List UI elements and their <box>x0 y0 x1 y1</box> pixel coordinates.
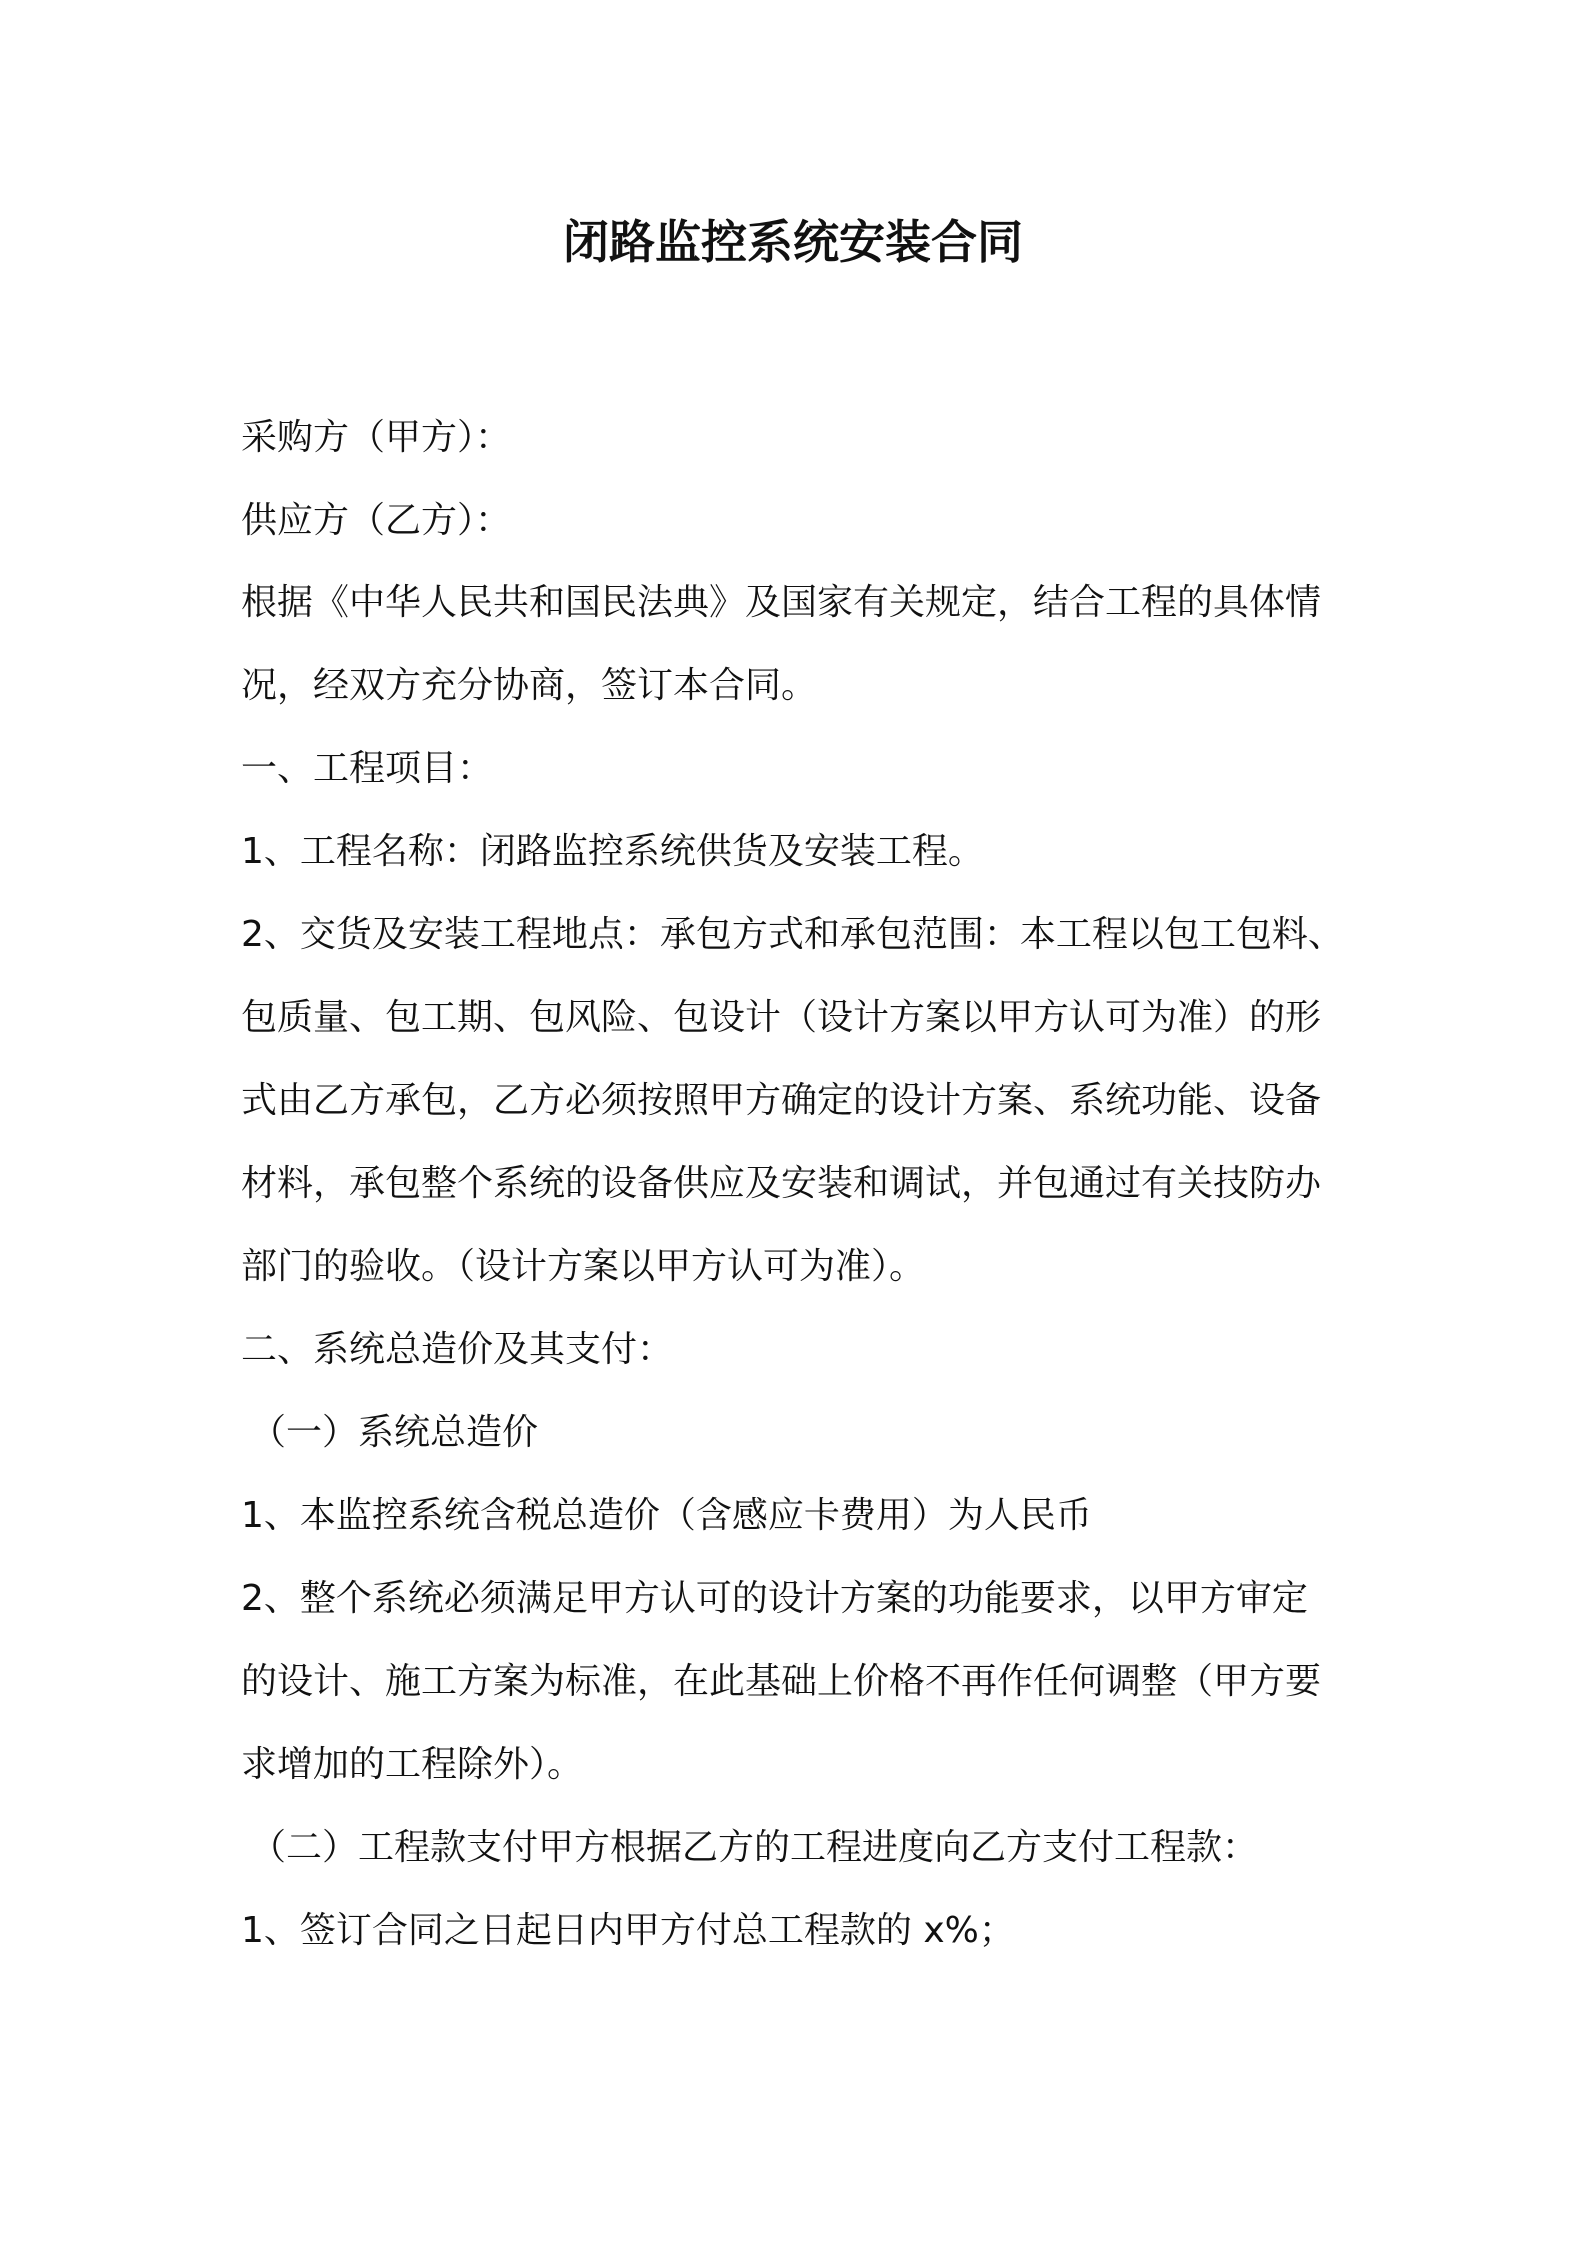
party-b-line: 供应方（乙方）： <box>241 500 512 541</box>
clause-1-2-line-3: 式由乙方承包，乙方必须按照甲方确定的设计方案、系统功能、设备 <box>241 1080 1322 1121</box>
clause-2-1-1: 1、本监控系统含税总造价（含感应卡费用）为人民币 <box>241 1495 1092 1536</box>
clause-1-1: 1、工程名称：闭路监控系统供货及安装工程。 <box>241 831 984 872</box>
section-1-heading: 一、工程项目： <box>241 748 494 789</box>
preamble-line-1: 根据《中华人民共和国民法典》及国家有关规定，结合工程的具体情 <box>241 582 1322 623</box>
subsection-2-2-heading: （二）工程款支付甲方根据乙方的工程进度向乙方支付工程款： <box>250 1827 1259 1868</box>
clause-1-2-line-5: 部门的验收。（设计方案以甲方认可为准）。 <box>241 1246 926 1287</box>
clause-1-2-line-4: 材料，承包整个系统的设备供应及安装和调试，并包通过有关技防办 <box>241 1163 1322 1204</box>
clause-2-1-2-line-2: 的设计、施工方案为标准，在此基础上价格不再作任何调整（甲方要 <box>241 1661 1322 1702</box>
document-title: 闭路监控系统安装合同 <box>563 215 1023 269</box>
clause-1-2-line-2: 包质量、包工期、包风险、包设计（设计方案以甲方认可为准）的形 <box>241 997 1322 1038</box>
clause-2-2-1: 1、签订合同之日起日内甲方付总工程款的 x%； <box>241 1910 1015 1951</box>
clause-2-1-2-line-3: 求增加的工程除外）。 <box>241 1744 584 1785</box>
clause-2-1-2-line-1: 2、整个系统必须满足甲方认可的设计方案的功能要求，以甲方审定 <box>241 1578 1308 1619</box>
clause-1-2-line-1: 2、交货及安装工程地点：承包方式和承包范围：本工程以包工包料、 <box>241 914 1344 955</box>
party-a-line: 采购方（甲方）： <box>241 417 512 458</box>
section-2-heading: 二、系统总造价及其支付： <box>241 1329 674 1370</box>
subsection-2-1-heading: （一）系统总造价 <box>250 1412 539 1453</box>
preamble-line-2: 况，经双方充分协商，签订本合同。 <box>241 665 818 706</box>
